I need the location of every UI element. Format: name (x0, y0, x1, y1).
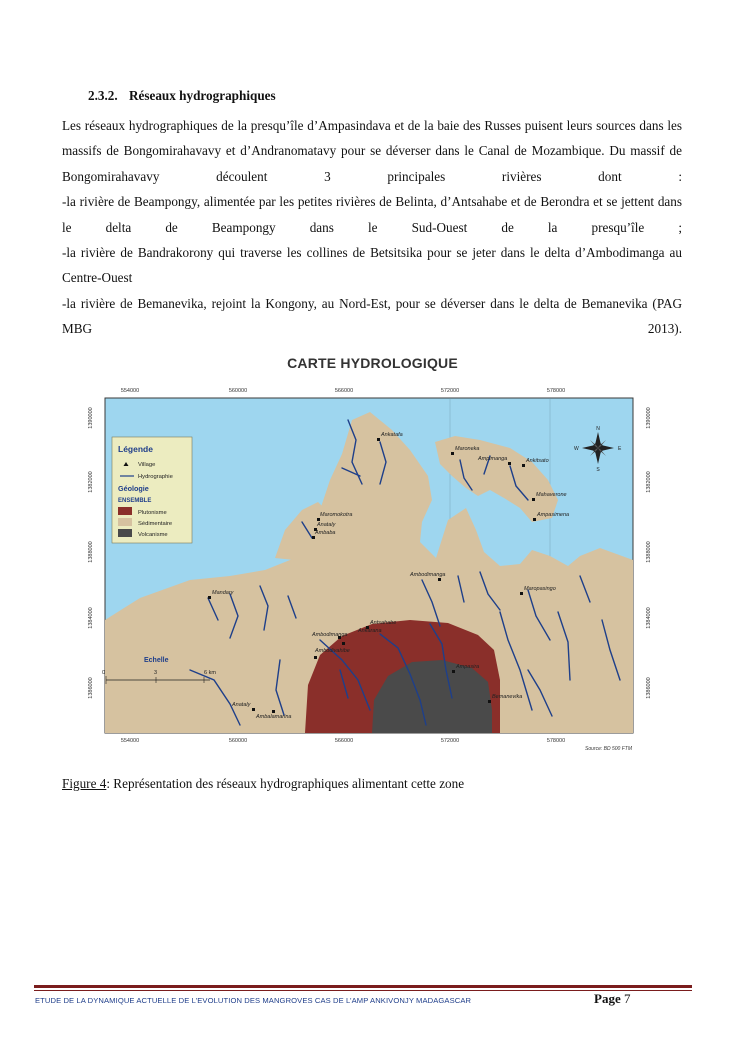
legend-title: Légende (118, 444, 153, 454)
y-tick-right: 1390000 (646, 407, 652, 429)
y-tick-left: 1384000 (88, 607, 94, 629)
village-label: Antsahabe (370, 620, 397, 626)
legend-plutonism: Plutonisme (138, 510, 167, 516)
compass-n: N (596, 426, 600, 432)
page-number-value: 7 (623, 991, 631, 1006)
scale-end: 6 km (204, 670, 216, 676)
village-label: Anataly (317, 522, 336, 528)
village-label: Ambalamarina (256, 714, 292, 720)
village-label: Maromokotra (320, 512, 353, 518)
map-legend (112, 437, 192, 543)
page-number (594, 991, 630, 1007)
compass-e: E (618, 446, 622, 452)
legend-village: Village (138, 462, 156, 468)
y-tick-left: 1388000 (88, 541, 94, 563)
village-label: Ambodivahibe (315, 648, 350, 654)
village-label: Ampasimena (537, 512, 570, 518)
village-label: Mahaverone (536, 492, 567, 498)
figure-caption-text: : Représentation des réseaux hydrographiques alimentant cette zone (106, 776, 465, 791)
village-label: Maropasingo (524, 586, 556, 592)
map-title: CARTE HYDROLOGIQUE (287, 355, 458, 371)
x-tick-top: 566000 (334, 388, 354, 394)
village-label: Ankarana (358, 628, 382, 634)
paragraph-4: -la rivière de Bemanevika, rejoint la Kongony, au Nord-Est, pour se déverser dans le delta de Bemanevika (PAG MBG 2013). (62, 295, 682, 337)
x-tick-bottom: 566000 (334, 738, 354, 744)
village-label: Ankitsato (526, 458, 549, 464)
paragraph-2: -la rivière de Beampongy, alimentée par les petites rivières de Belinta, d’Antsahabe et de Berondra et se jettent dans le delta de Beampongy dans le Sud-Ouest de la presqu’île ; (62, 194, 682, 235)
x-tick-bottom: 578000 (546, 738, 566, 744)
scale-mid: 3 (154, 670, 158, 676)
legend-ensemble: ENSEMBLE (118, 498, 152, 504)
body-text (62, 113, 682, 342)
section-heading (88, 88, 276, 104)
x-tick-top: 560000 (228, 388, 248, 394)
x-tick-bottom: 572000 (440, 738, 460, 744)
map-source: Source: BD 500 FTM (585, 746, 632, 752)
legend-volcanisme: Volcanisme (138, 532, 168, 538)
legend-hydro: Hydrographie (138, 474, 173, 480)
village-label: Mandary (212, 590, 234, 596)
footer-rule-thick (34, 985, 692, 988)
page-label: Page (594, 991, 621, 1006)
y-tick-right: 1384000 (646, 607, 652, 629)
x-tick-top: 554000 (120, 388, 140, 394)
village-label: Ambaba (315, 530, 336, 536)
x-tick-top: 578000 (546, 388, 566, 394)
village-label: Ankatafa (381, 432, 403, 438)
y-tick-right: 1388000 (646, 541, 652, 563)
village-label: Maroneka (455, 446, 480, 452)
village-label: Ampimanga (478, 456, 508, 462)
map-svg (80, 380, 665, 752)
legend-swatch-plutonism (118, 507, 132, 515)
legend-swatch-volcanisme (118, 529, 132, 537)
y-tick-left: 1382000 (88, 471, 94, 493)
section-title: Réseaux hydrographiques (128, 88, 276, 103)
village-label: Bemanevika (492, 694, 523, 700)
y-tick-right: 1382000 (646, 471, 652, 493)
paragraph-1: Les réseaux hydrographiques de la presqu’île d’Ampasindava et de la baie des Russes puisent leurs sources dans les massifs de Bongomirahavavy et d’Andranomatavy pour se déverser dans le Canal de Mozambique. Du massif de Bongomirahavavy découlent 3 principales rivières dont : (62, 118, 682, 184)
figure-label: Figure 4 (62, 776, 107, 791)
village-label: Anataly (232, 702, 251, 708)
paragraph-3: -la rivière de Bandrakorony qui traverse les collines de Betsitsika pour se jeter dans le delta d’Ambodimanga au Centre-Ouest (62, 245, 682, 286)
footer-title: ETUDE DE LA DYNAMIQUE ACTUELLE DE L’EVOLUTION DES MANGROVES CAS DE L’AMP ANKIVONJY MADAGASCAR (35, 996, 472, 1005)
village-label: Ambodimanga (410, 572, 446, 578)
legend-swatch-sedimentaire (118, 518, 132, 526)
section-number: 2.3.2. (88, 88, 118, 103)
legend-sedimentaire: Sédimentaire (138, 521, 173, 527)
x-tick-top: 572000 (440, 388, 460, 394)
village-label: Ampasira (456, 664, 480, 670)
y-tick-left: 1386000 (88, 677, 94, 699)
village-label: Ambodimanga (312, 632, 348, 638)
scale-title: Echelle (144, 657, 169, 664)
legend-geology-title: Géologie (118, 484, 149, 493)
y-tick-left: 1390000 (88, 407, 94, 429)
y-tick-right: 1386000 (646, 677, 652, 699)
scale-zero: 0 (102, 670, 106, 676)
figure-caption (62, 776, 464, 792)
hydrology-map (80, 380, 665, 752)
compass-s: S (596, 467, 600, 473)
compass-w: W (574, 446, 579, 452)
x-tick-bottom: 560000 (228, 738, 248, 744)
x-tick-bottom: 554000 (120, 738, 140, 744)
